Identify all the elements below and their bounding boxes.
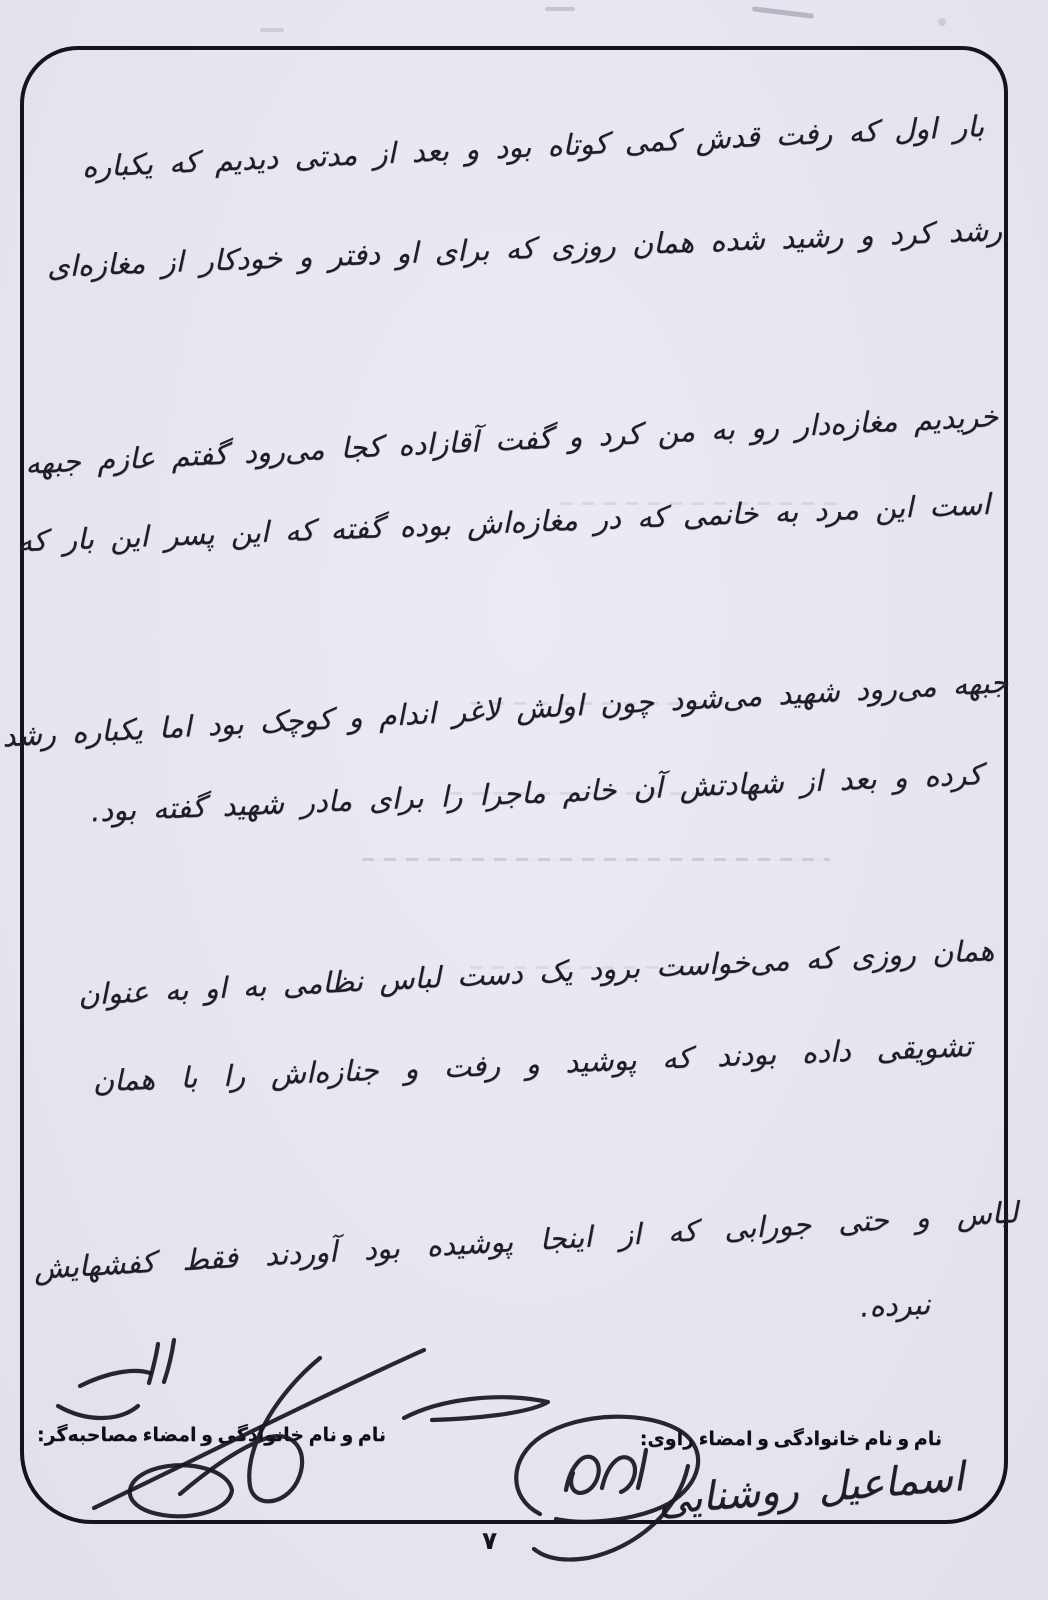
scan-speck bbox=[752, 6, 814, 19]
scan-speck bbox=[260, 28, 284, 32]
scan-speck bbox=[938, 18, 946, 26]
page-number: ۷ bbox=[482, 1526, 498, 1555]
handwritten-line-2: رشد کرد و رشید شده همان روزی که برای او دفتر و خودکار از مغازه‌ای bbox=[46, 213, 1003, 284]
handwritten-line-9: لباس و حتی جورابی که از اینجا پوشیده بود آوردند فقط کفشهایش bbox=[32, 1195, 1019, 1286]
handwritten-line-5: جبهه می‌رود شهید می‌شود چون اولش لاغر اندام و کوچک بود اما یکباره رشد bbox=[1, 665, 1009, 754]
handwritten-line-3: خریدیم مغازه‌دار رو به من کرد و گفت آقازاده کجا می‌رود گفتم عازم جبهه bbox=[24, 399, 999, 481]
handwritten-line-1: بار اول که رفت قدش کمی کوتاه بود و بعد از مدتی دیدیم که یکباره bbox=[81, 109, 985, 184]
handwritten-line-10: نبرده. bbox=[859, 1287, 931, 1324]
scan-speck bbox=[545, 7, 575, 11]
handwritten-line-6: کرده و بعد از شهادتش آن خانم ماجرا را برای مادر شهید گفته بود. bbox=[90, 757, 983, 829]
handwritten-line-7: همان روزی که می‌خواست برود یک دست لباس نظامی به او به عنوان bbox=[77, 933, 995, 1012]
interviewer-label: نام و نام خانوادگی و امضاء مصاحبه‌گر: bbox=[37, 1424, 387, 1446]
handwritten-line-8: تشویقی داده بودند که پوشید و رفت و جنازه‌اش را با همان bbox=[92, 1029, 973, 1099]
narrator-name: اسماعیل روشنایی bbox=[656, 1454, 966, 1524]
handwritten-line-4: است این مرد به خانمی که در مغازه‌اش بوده گفته که این پسر این بار که bbox=[16, 487, 991, 559]
narrator-label: نام و نام خانوادگی و امضاء راوی: bbox=[639, 1428, 942, 1450]
scan-streak bbox=[362, 858, 830, 861]
